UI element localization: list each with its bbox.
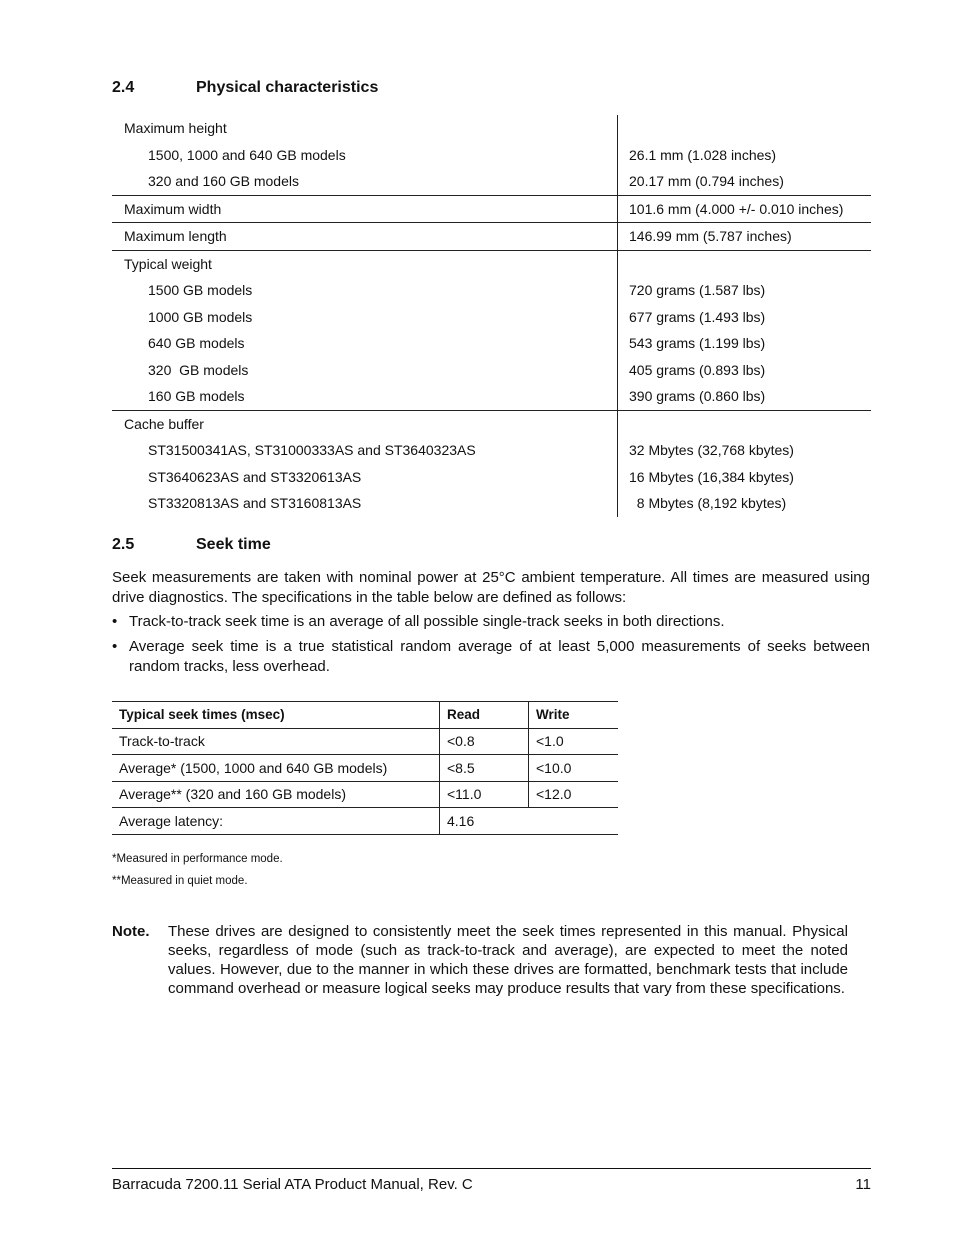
table-row-latency bbox=[112, 808, 618, 835]
footer-title: Barracuda 7200.11 Serial ATA Product Manual, Rev. C bbox=[112, 1176, 473, 1193]
spec-sub-value: 20.17 mm (0.794 inches) bbox=[629, 173, 784, 189]
spec-sub-value: 26.1 mm (1.028 inches) bbox=[629, 146, 777, 163]
bullet-item bbox=[112, 612, 870, 632]
section-heading-physical bbox=[112, 79, 378, 97]
spec-label: Typical weight bbox=[124, 255, 212, 272]
spec-sub-label: ST3640623AS and ST3320613AS bbox=[148, 468, 362, 485]
spec-group bbox=[112, 410, 871, 517]
note-label: Note. bbox=[112, 923, 150, 940]
spec-sub-label: 640 GB models bbox=[148, 335, 245, 351]
spec-group bbox=[112, 195, 871, 223]
spec-sub-label: 320 GB models bbox=[148, 361, 249, 378]
section-title: Seek time bbox=[196, 536, 271, 553]
spec-sub-value: 390 grams (0.860 lbs) bbox=[629, 388, 766, 404]
spec-value: 101.6 mm (4.000 +/- 0.010 inches) bbox=[629, 200, 844, 217]
spec-label: Maximum height bbox=[124, 120, 227, 136]
table-cell: 4.16 bbox=[440, 808, 619, 835]
physical-characteristics-table bbox=[112, 115, 871, 517]
spec-group bbox=[112, 250, 871, 410]
spec-value-column bbox=[617, 223, 871, 250]
section-heading-seek bbox=[112, 536, 271, 554]
note-text: These drives are designed to consistently meet the seek times represented in this manual. Physical seeks, regardless of mode (such as track-to-track and average), are expected to meet the noted values. However, due to the manner in which these drives are formatted, benchmark tests that include command overhead or measure logical seeks may produce results that vary from these specifications. bbox=[168, 923, 848, 997]
footer-divider bbox=[112, 1168, 871, 1169]
table-header-row bbox=[112, 702, 618, 729]
spec-value-column bbox=[617, 411, 871, 517]
bullet-text: Track-to-track seek time is an average of all possible single-track seeks in both directions. bbox=[129, 613, 725, 630]
spec-label-column bbox=[112, 223, 617, 250]
page-footer bbox=[112, 1176, 871, 1193]
spec-label-column bbox=[112, 251, 617, 410]
bullet-marker: • bbox=[112, 638, 118, 655]
table-cell: <1.0 bbox=[529, 728, 619, 755]
table-row bbox=[112, 728, 618, 755]
section-number: 2.4 bbox=[112, 79, 135, 96]
footnote: *Measured in performance mode. bbox=[112, 853, 283, 865]
seek-times-table bbox=[112, 701, 618, 835]
table-cell: Average** (320 and 160 GB models) bbox=[112, 781, 440, 808]
spec-sub-value: 32 Mbytes (32,768 kbytes) bbox=[629, 442, 794, 458]
table-cell: <0.8 bbox=[440, 728, 529, 755]
spec-label-column bbox=[112, 115, 617, 195]
footnote: **Measured in quiet mode. bbox=[112, 875, 248, 887]
spec-label: Maximum length bbox=[124, 228, 227, 244]
spec-sub-label: ST31500341AS, ST31000333AS and ST3640323AS bbox=[148, 442, 476, 458]
bullet-text: Average seek time is a true statistical random average of at least 5,000 measurements of seeks between random tracks, less overhead. bbox=[129, 638, 870, 675]
table-cell: <11.0 bbox=[440, 781, 529, 808]
header-cell: Read bbox=[440, 702, 529, 729]
spec-sub-value: 677 grams (1.493 lbs) bbox=[629, 308, 766, 325]
table-cell: <12.0 bbox=[529, 781, 619, 808]
spec-label: Cache buffer bbox=[124, 415, 204, 432]
spec-label: Maximum width bbox=[124, 200, 222, 217]
section-title: Physical characteristics bbox=[196, 79, 379, 96]
spec-sub-label: 1000 GB models bbox=[148, 308, 253, 325]
table-cell: <10.0 bbox=[529, 755, 619, 782]
table-row bbox=[112, 755, 618, 782]
spec-group bbox=[112, 222, 871, 250]
spec-value bbox=[629, 115, 871, 142]
spec-value: 146.99 mm (5.787 inches) bbox=[629, 228, 792, 244]
bullet-item bbox=[112, 637, 870, 676]
spec-value-column bbox=[617, 115, 871, 195]
spec-sub-value: 543 grams (1.199 lbs) bbox=[629, 335, 766, 351]
spec-value bbox=[629, 251, 871, 278]
spec-value-column bbox=[617, 196, 871, 223]
spec-label-column bbox=[112, 196, 617, 223]
page-number: 11 bbox=[855, 1176, 871, 1193]
spec-sub-label: 160 GB models bbox=[148, 388, 245, 404]
spec-group bbox=[112, 115, 871, 195]
table-cell: Average latency: bbox=[112, 808, 440, 835]
spec-sub-label: 320 and 160 GB models bbox=[148, 173, 299, 189]
table-cell: Average* (1500, 1000 and 640 GB models) bbox=[112, 755, 440, 782]
table-cell: Track-to-track bbox=[112, 728, 440, 755]
spec-label-column bbox=[112, 411, 617, 517]
header-cell: Write bbox=[529, 702, 619, 729]
bullet-marker: • bbox=[112, 613, 118, 630]
table-cell: <8.5 bbox=[440, 755, 529, 782]
section-number: 2.5 bbox=[112, 536, 135, 553]
spec-sub-value: 405 grams (0.893 lbs) bbox=[629, 361, 766, 378]
spec-sub-label: 1500 GB models bbox=[148, 282, 253, 298]
seek-intro-paragraph: Seek measurements are taken with nominal power at 25°C ambient temperature. All times are measured using drive diagnostics. The specifications in the table below are defined as follows: bbox=[112, 569, 870, 606]
spec-value bbox=[629, 411, 871, 438]
note-block bbox=[112, 922, 848, 998]
spec-sub-label: 1500, 1000 and 640 GB models bbox=[148, 146, 346, 163]
spec-sub-value: 16 Mbytes (16,384 kbytes) bbox=[629, 468, 794, 485]
spec-value-column bbox=[617, 251, 871, 410]
header-cell: Typical seek times (msec) bbox=[112, 702, 440, 729]
spec-sub-value: 8 Mbytes (8,192 kbytes) bbox=[629, 495, 787, 511]
spec-sub-value: 720 grams (1.587 lbs) bbox=[629, 282, 766, 298]
spec-sub-label: ST3320813AS and ST3160813AS bbox=[148, 495, 362, 511]
table-row bbox=[112, 781, 618, 808]
